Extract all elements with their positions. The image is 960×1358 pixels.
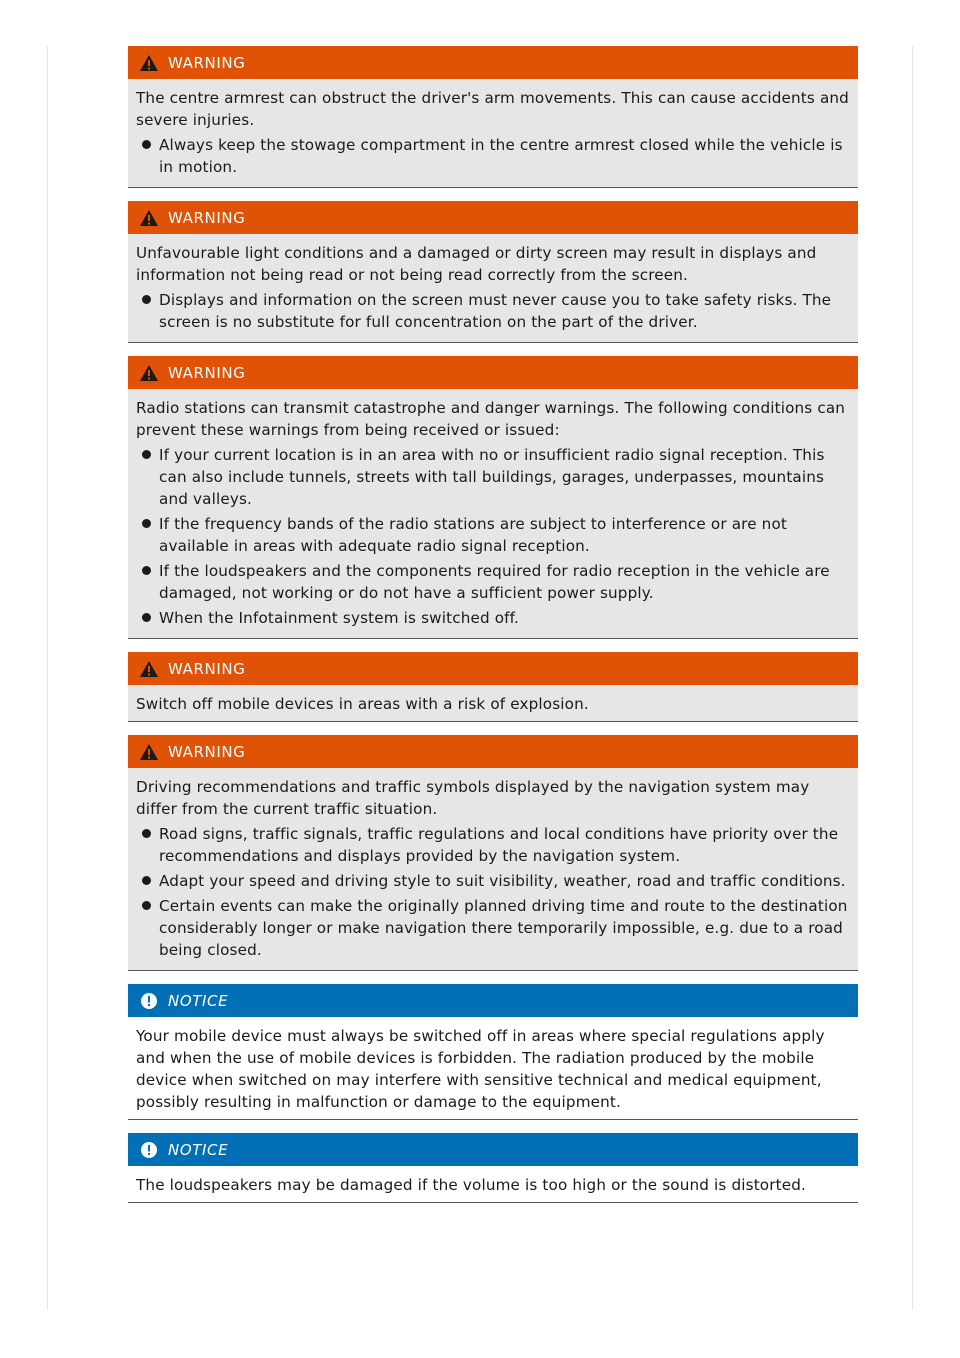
bullet-list (136, 823, 852, 961)
warning-title: WARNING (168, 659, 246, 678)
warning-title: WARNING (168, 363, 246, 382)
warning-header (128, 46, 858, 79)
notice-box (128, 984, 858, 1120)
notice-header (128, 984, 858, 1017)
warning-triangle-icon (138, 208, 160, 228)
notice-body (128, 1166, 858, 1202)
warning-box (128, 735, 858, 971)
warning-header (128, 201, 858, 234)
warning-title: WARNING (168, 208, 246, 227)
warning-body (128, 768, 858, 970)
warning-header (128, 356, 858, 389)
bullet-item: If the loudspeakers and the components required for radio reception in the vehicle are damaged, not working or do not have a sufficient power supply. (136, 560, 852, 604)
warning-title: WARNING (168, 742, 246, 761)
right-margin-line (912, 46, 913, 1310)
bullet-item: Certain events can make the originally planned driving time and route to the destination considerably longer or make navigation there temporarily impossible, e.g. due to a road being closed. (136, 895, 852, 961)
bullet-item: Road signs, traffic signals, traffic regulations and local conditions have priority over the recommendations and displays provided by the navigation system. (136, 823, 852, 867)
notice-header (128, 1133, 858, 1166)
warning-header (128, 735, 858, 768)
bullet-list (136, 289, 852, 333)
notice-exclamation-icon (138, 991, 160, 1011)
bullet-list (136, 134, 852, 178)
intro-text: Unfavourable light conditions and a damaged or dirty screen may result in displays and information not being read or not being read correctly from the screen. (136, 244, 817, 284)
intro-text: Radio stations can transmit catastrophe and danger warnings. The following conditions can prevent these warnings from being received or issued: (136, 399, 846, 439)
intro-text: The centre armrest can obstruct the driver's arm movements. This can cause accidents and severe injuries. (136, 89, 849, 129)
intro-text: The loudspeakers may be damaged if the volume is too high or the sound is distorted. (136, 1176, 806, 1194)
warning-triangle-icon (138, 659, 160, 679)
notice-title: NOTICE (168, 991, 229, 1010)
safety-notes-column (128, 46, 858, 1216)
warning-triangle-icon (138, 363, 160, 383)
intro-text: Your mobile device must always be switched off in areas where special regulations apply and when the use of mobile devices is forbidden. The radiation produced by the mobile device when switched on may interfere with sensitive technical and medical equipment, possibly resulting in malfunction or damage to the equipment. (136, 1027, 825, 1111)
bullet-item: If the frequency bands of the radio stations are subject to interference or are not available in areas with adequate radio signal reception. (136, 513, 852, 557)
bullet-item: Always keep the stowage compartment in the centre armrest closed while the vehicle is in motion. (136, 134, 852, 178)
intro-text: Switch off mobile devices in areas with a risk of explosion. (136, 695, 589, 713)
notice-exclamation-icon (138, 1140, 160, 1160)
warning-body (128, 79, 858, 187)
warning-body (128, 234, 858, 342)
bullet-item: When the Infotainment system is switched off. (136, 607, 852, 629)
intro-text: Driving recommendations and traffic symbols displayed by the navigation system may differ from the current traffic situation. (136, 778, 810, 818)
notice-body (128, 1017, 858, 1119)
bullet-item: Displays and information on the screen must never cause you to take safety risks. The screen is no substitute for full concentration on the part of the driver. (136, 289, 852, 333)
bullet-item: If your current location is in an area with no or insufficient radio signal reception. This can also include tunnels, streets with tall buildings, garages, underpasses, mountains and valleys. (136, 444, 852, 510)
warning-header (128, 652, 858, 685)
bullet-list (136, 444, 852, 629)
warning-body (128, 389, 858, 638)
warning-triangle-icon (138, 53, 160, 73)
warning-title: WARNING (168, 53, 246, 72)
notice-box (128, 1133, 858, 1203)
notice-title: NOTICE (168, 1140, 229, 1159)
warning-box (128, 652, 858, 722)
warning-triangle-icon (138, 742, 160, 762)
left-margin-line (47, 46, 48, 1310)
warning-box (128, 356, 858, 639)
warning-box (128, 46, 858, 188)
warning-body (128, 685, 858, 721)
warning-box (128, 201, 858, 343)
bullet-item: Adapt your speed and driving style to suit visibility, weather, road and traffic conditions. (136, 870, 852, 892)
